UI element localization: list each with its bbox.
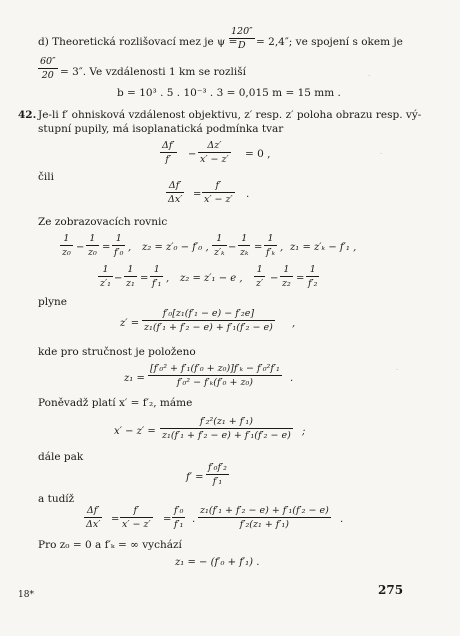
signature-mark: 18* [18,590,34,600]
dale-pak: dále pak [38,451,84,463]
row2-f6: 1 f′₂ [308,264,318,289]
d-line1-tail: = 2,4″; ve spojení s okem je [256,36,403,48]
pro-z0: Pro z₀ = 0 a f′ₖ = ∞ vychází [38,539,182,551]
plyne: plyne [38,296,67,308]
row2-f1: 1 z′₁ [100,264,111,289]
p42-line1: Je-li f′ ohnisková vzdálenost objektivu, z′ resp. z′ poloha obrazu resp. vý- [38,109,422,121]
row2-f3: 1 f′₁ [152,264,162,289]
d-line1: d) Theoretická rozlišovací mez je ψ = [38,36,238,48]
z1-fraction: [f′₀² + f′₁(f′₀ + z₀)]f′ₖ − f′₀²f′₁ f′₀² − f′ₖ(f′₀ + z₀) [150,363,280,388]
xz-fraction: f′₂²(z₁ + f′₁) z₁(f′₁ + f′₂ − e) + f′₁(f′₂ − e) [162,416,291,441]
eq1-frac-b: Δz′ x′ − z′ [200,140,229,165]
p42-line2: stupní pupily, má isoplanatická podmínka tvar [38,123,284,135]
row1b-eq: z₁ = z′ₖ − f′₁ , [290,242,357,253]
row1-f3: 1 f′₀ [114,233,124,258]
row1-f2: 1 z₀ [88,233,97,258]
ze-zobrazovacich: Ze zobrazovacích rovnic [38,216,168,228]
last-frac-b: f′ x′ − z′ [122,505,151,530]
eq2-frac-a: Δf′ Δx′ [168,180,183,205]
row2-f5: 1 z₂ [282,264,291,289]
last-frac-d: z₁(f′₁ + f′₂ − e) + f′₁(f′₂ − e) f′₂(z₁ + f′₁) [200,505,329,530]
show-through-mark: · [396,366,399,374]
row1-f4: 1 z′ₖ [214,233,225,258]
d-line2-tail: = 3″. Ve vzdálenosti 1 km se rozliší [60,66,246,78]
show-through-mark: · [380,150,383,158]
eq1-tail: = 0 , [245,148,271,160]
row1-f1: 1 z₀ [62,233,71,258]
row2-eq: z₂ = z′₁ − e , [180,273,243,284]
last-frac-a: Δf′ Δx′ [86,505,101,530]
page-number: 275 [378,583,404,597]
row2-f2: 1 z₁ [126,264,135,289]
problem-number: 42. [18,109,37,121]
a-tudiz: a tudíž [38,493,75,505]
ponevadz: Poněvadž platí x′ = f′₂, máme [38,397,193,409]
eq2-frac-b: f′ x′ − z′ [204,180,233,205]
d-fraction2: 60″ 20 [40,56,56,81]
row1-f6: 1 f′ₖ [266,233,276,258]
row2-f4: 1 z′ [256,264,264,289]
last-frac-c: f′₀ f′₁ [174,505,184,530]
z-fraction: f′₀[z₁(f′₁ − e) − f′₂e] z₁(f′₁ + f′₂ − e) + f′₁(f′₂ − e) [144,308,273,333]
row1-f5: 1 zₖ [240,233,249,258]
final-equation: z₁ = − (f′₀ + f′₁) . [175,557,260,568]
kde: kde pro stručnost je položeno [38,346,196,358]
cili: čili [38,171,54,183]
eq2-tail: . [246,188,250,200]
f-fraction: f′₀f′₂ f′₁ [208,462,227,487]
d-equation: b = 10³ . 5 . 10⁻³ . 3 = 0,015 m = 15 mm . [117,87,341,99]
show-through-mark: · [368,72,371,80]
d-fraction: 120″ D [231,26,253,51]
row1-eq: z₂ = z′₀ − f′₀ , [142,242,209,253]
book-page: d) Theoretická rozlišovací mez je ψ = 120″ D = 2,4″; ve spojení s okem je 60″ 20 = 3″. Ve vzdálenosti 1 km se rozliší b = 10³ . 5 . 10⁻³ . 3 = 0,015 m = 15 mm . 42. Je-li f′ ohnisková vzdálenost objektivu, z′ resp. z′ poloha obrazu resp. vý- stupní pupily, má isoplanatická podmínka tvar Δf′ f′ − Δz′ x′ − z′ = 0 , čili Δf′ Δx′ = f′ x′ − z′ . Ze zobrazovacích rovnic 1 z₀ − 1 z₀ = 1 f′₀ , z₂ = z′₀ − f′₀ , 1 z′ₖ − 1 zₖ = 1 f′ₖ , z₁ = z′ₖ − f′₁ , 1 z′₁ − 1 z₁ = 1 f′₁ , z₂ = z′₁ − e , 1 z′ − 1 z₂ = 1 f′₂ plyne z′ = f′₀[z₁(f′₁ − e) − f′₂e] z₁(f′₁ + f′₂ − e) + f′₁(f′₂ − e) , kde pro stručnost je položeno z₁ = [f′₀² + f′₁(f′₀ + z₀)]f′ₖ − f′₀²f′₁ f′₀² − f′ₖ(f′₀ + z₀) . Poněvadž platí x′ = f′₂, máme x′ − z′ = f′₂²(z₁ + f′₁) z₁(f′₁ + f′₂ − e) + f′₁(f′₂ − e) ; dále pak f′ = f′₀f′₂ f′₁ a tudíž Δf′ Δx′ = f′ x′ − z′ = f′₀ f′₁ . z₁(f′₁ + f′₂ − e) + f′₁(f′₂ − e) f′₂(z₁ + f′₁) . Pro z₀ = 0 a f′ₖ = ∞ vychází z₁ = − (f′₀ + f′₁) . 18* 275 · · · [18,26,422,600]
eq1-frac-a: Δf′ f′ [162,140,175,165]
